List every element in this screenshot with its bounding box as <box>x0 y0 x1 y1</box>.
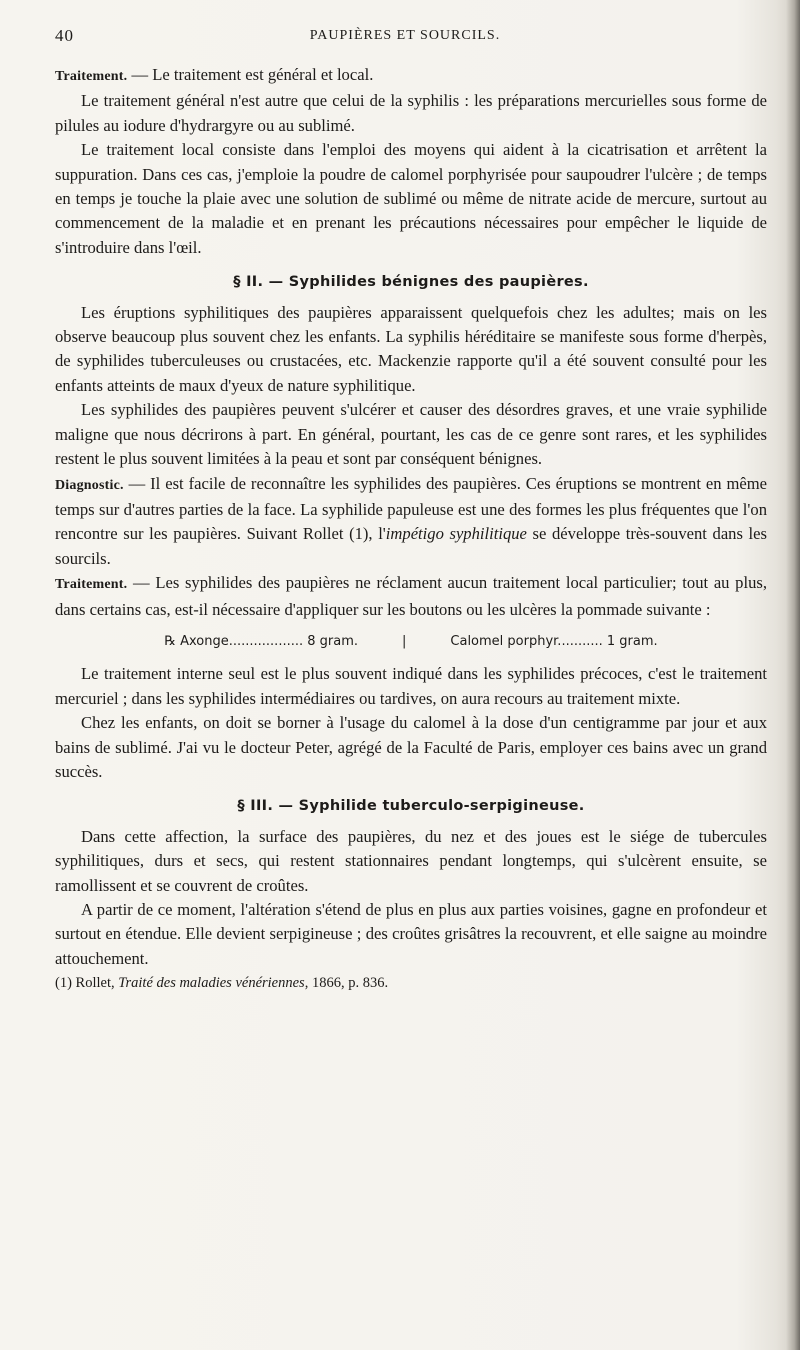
footnote: (1) Rollet, Traité des maladies vénériennes, 1866, p. 836. <box>55 975 389 992</box>
footnote-title: Traité des maladies vénériennes <box>118 975 305 992</box>
paragraph: Traitement. — Le traitement est général et local. <box>55 65 374 84</box>
section-heading: § III. — Syphilide tuberculo-serpigineuse. <box>237 798 585 815</box>
page-header <box>55 26 755 50</box>
paragraph-lead: Traitement. <box>55 577 128 593</box>
formula-ingredient: Calomel porphyr........... 1 gram. <box>450 633 658 649</box>
running-title: PAUPIÈRES ET SOURCILS. <box>309 28 501 43</box>
paragraph: Les syphilides des paupières peuvent s'ulcérer et causer des désordres graves, et une vraie syphilide maligne que nous décrirons à part. En général, pourtant, les cas de ce genre sont rares, et les syphilides restent le plus souvent limitées à la peau et sont par conséquent bénignes. <box>55 400 767 469</box>
prescription-formula <box>55 630 767 654</box>
paragraph: Chez les enfants, on doit se borner à l'usage du calomel à la dose d'un centigramme par jour et aux bains de sublimé. J'ai vu le docteur Peter, agrégé de la Faculté de Paris, employer ces bains avec un grand succès. <box>55 713 767 781</box>
formula-ingredient: ℞ Axonge.................. 8 gram. <box>164 633 359 649</box>
paragraph: Dans cette affection, la surface des paupières, du nez et des joues est le siége de tubercules syphilitiques, durs et secs, qui restent stationnaires pendant longtemps, qui s'ulcèrent ensuite, se ramollissent et se couvrent de croûtes. <box>55 826 767 895</box>
formula-separator: | <box>402 633 407 649</box>
paragraph: A partir de ce moment, l'altération s'étend de plus en plus aux parties voisines, gagne en profondeur et surtout en étendue. Elle devient serpigineuse ; des croûtes grisâtres la recouvrent, et elle saigne au moindre attouchement. <box>55 900 767 968</box>
page-edge-shadow <box>786 0 800 1350</box>
paragraph: Les éruptions syphilitiques des paupières apparaissent quelquefois chez les adultes; mais on les observe beaucoup plus souvent chez les enfants. La syphilis héréditaire se manifeste sous forme d'herpès, de syphilides tuberculeuses ou crustacées, etc. Mackenzie rapporte qu'il a été souvent consulté pour les enfants atteints de maux d'yeux de nature syphilitique. <box>55 302 767 395</box>
page-number: 40 <box>55 26 74 45</box>
paragraph-lead: Traitement. <box>55 69 128 84</box>
section-heading: § II. — Syphilides bénignes des paupières. <box>233 274 589 291</box>
paragraph: Le traitement interne seul est le plus souvent indiqué dans les syphilides précoces, c'est le traitement mercuriel ; dans les syphilides intermédiaires ou tardives, on aura recours au traitement mixte. <box>55 664 767 708</box>
emphasis: impétigo syphilitique <box>385 524 527 544</box>
body-text <box>55 63 767 996</box>
paragraph: Le traitement général n'est autre que celui de la syphilis : les préparations mercurielles sous forme de pilules au iodure d'hydrargyre ou au sublimé. <box>55 91 767 135</box>
paragraph: Diagnostic. — Il est facile de reconnaître les syphilides des paupières. Ces éruptions se montrent en même temps sur d'autres parties de la face. La syphilide papuleuse est une des formes les plus fréquentes que l'on rencontre sur les paupières. Suivant Rollet (1), l'impétigo syphilitique se développe très-souvent dans les sourcils. <box>55 473 767 568</box>
paragraph-lead: Diagnostic. <box>55 477 124 493</box>
paragraph: Traitement. — Les syphilides des paupières ne réclament aucun traitement local particulier; tout au plus, dans certains cas, est-il nécessaire d'appliquer sur les boutons ou les ulcères la pommade suivante : <box>55 573 767 619</box>
paragraph: Le traitement local consiste dans l'emploi des moyens qui aident à la cicatrisation et arrêtent la suppuration. Dans ces cas, j'emploie la poudre de calomel porphyrisée pour saupoudrer l'ulcère ; de temps en temps je touche la plaie avec une solution de sublimé ou même de nitrate acide de mercure, surtout au commencement de la maladie et en prenant les précautions nécessaires pour empêcher le liquide de s'introduire dans l'œil. <box>55 140 767 257</box>
